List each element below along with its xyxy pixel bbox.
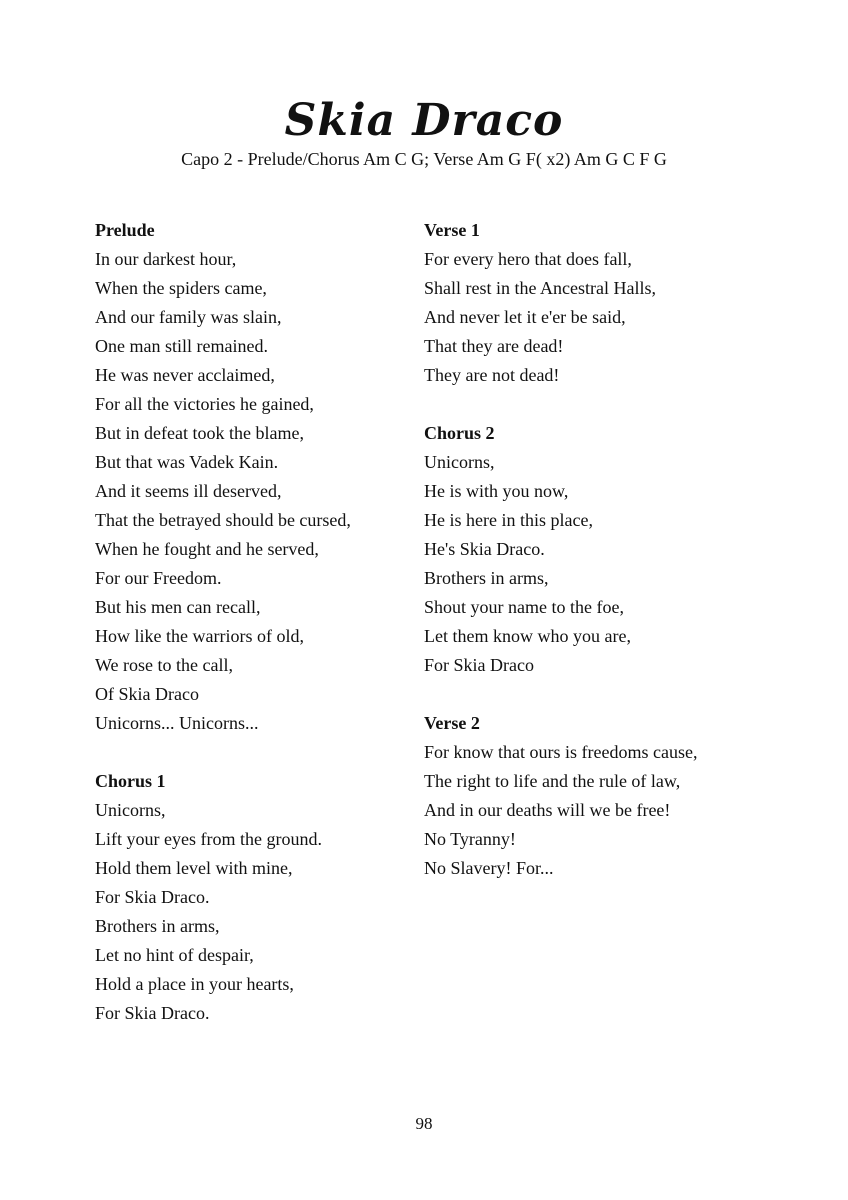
lyric-line: Lift your eyes from the ground. bbox=[95, 829, 322, 849]
lyric-line: And it seems ill deserved, bbox=[95, 481, 282, 501]
section-heading: Verse 2 bbox=[424, 713, 480, 733]
lyric-line: For our Freedom. bbox=[95, 568, 222, 588]
lyric-line: They are not dead! bbox=[424, 365, 560, 385]
lyric-section bbox=[95, 767, 405, 1028]
lyric-line: Hold them level with mine, bbox=[95, 858, 293, 878]
lyric-line: Unicorns, bbox=[95, 800, 166, 820]
page-number: 98 bbox=[415, 1114, 433, 1133]
lyric-line: Of Skia Draco bbox=[95, 684, 199, 704]
section-heading: Prelude bbox=[95, 220, 155, 240]
section-heading: Verse 1 bbox=[424, 220, 480, 240]
lyric-line: And never let it e'er be said, bbox=[424, 307, 626, 327]
lyric-line: For Skia Draco bbox=[424, 655, 534, 675]
lyric-line: We rose to the call, bbox=[95, 655, 233, 675]
right-column bbox=[424, 216, 824, 912]
lyric-line: Shout your name to the foe, bbox=[424, 597, 624, 617]
lyric-line: Let no hint of despair, bbox=[95, 945, 254, 965]
lyric-line: Let them know who you are, bbox=[424, 626, 631, 646]
lyric-line: Unicorns, bbox=[424, 452, 495, 472]
lyric-line: In our darkest hour, bbox=[95, 249, 237, 269]
lyric-line: But his men can recall, bbox=[95, 597, 261, 617]
lyric-line: But in defeat took the blame, bbox=[95, 423, 304, 443]
lyric-line: Brothers in arms, bbox=[95, 916, 220, 936]
lyric-line: Hold a place in your hearts, bbox=[95, 974, 294, 994]
lyric-line: And our family was slain, bbox=[95, 307, 282, 327]
section-heading: Chorus 2 bbox=[424, 423, 495, 443]
lyric-line: The right to life and the rule of law, bbox=[424, 771, 681, 791]
lyric-line: How like the warriors of old, bbox=[95, 626, 304, 646]
lyric-line: That they are dead! bbox=[424, 336, 564, 356]
lyric-line: He is with you now, bbox=[424, 481, 569, 501]
lyric-line: For every hero that does fall, bbox=[424, 249, 632, 269]
lyric-line: He is here in this place, bbox=[424, 510, 593, 530]
lyric-line: And in our deaths will we be free! bbox=[424, 800, 671, 820]
lyric-line: For Skia Draco. bbox=[95, 1003, 210, 1023]
song-title: Skia Draco bbox=[284, 95, 564, 146]
lyric-line: When the spiders came, bbox=[95, 278, 267, 298]
lyric-line: But that was Vadek Kain. bbox=[95, 452, 279, 472]
lyric-line: For know that ours is freedoms cause, bbox=[424, 742, 698, 762]
lyric-line: Unicorns... Unicorns... bbox=[95, 713, 259, 733]
lyric-line: He was never acclaimed, bbox=[95, 365, 275, 385]
chord-instructions: Capo 2 - Prelude/Chorus Am C G; Verse Am G F( x2) Am G C F G bbox=[181, 149, 667, 169]
lyric-section bbox=[424, 709, 824, 883]
section-heading: Chorus 1 bbox=[95, 771, 166, 791]
lyric-section bbox=[424, 419, 824, 680]
lyric-line: That the betrayed should be cursed, bbox=[95, 510, 351, 530]
lyric-line: One man still remained. bbox=[95, 336, 268, 356]
lyric-line: No Slavery! For... bbox=[424, 858, 554, 878]
lyric-line: When he fought and he served, bbox=[95, 539, 319, 559]
lyric-line: For Skia Draco. bbox=[95, 887, 210, 907]
lyric-line: For all the victories he gained, bbox=[95, 394, 314, 414]
lyric-line: Shall rest in the Ancestral Halls, bbox=[424, 278, 656, 298]
lyric-section bbox=[95, 216, 405, 738]
left-column bbox=[95, 216, 405, 1057]
lyric-line: No Tyranny! bbox=[424, 829, 516, 849]
lyric-line: Brothers in arms, bbox=[424, 568, 549, 588]
lyric-section bbox=[424, 216, 824, 390]
lyric-line: He's Skia Draco. bbox=[424, 539, 545, 559]
